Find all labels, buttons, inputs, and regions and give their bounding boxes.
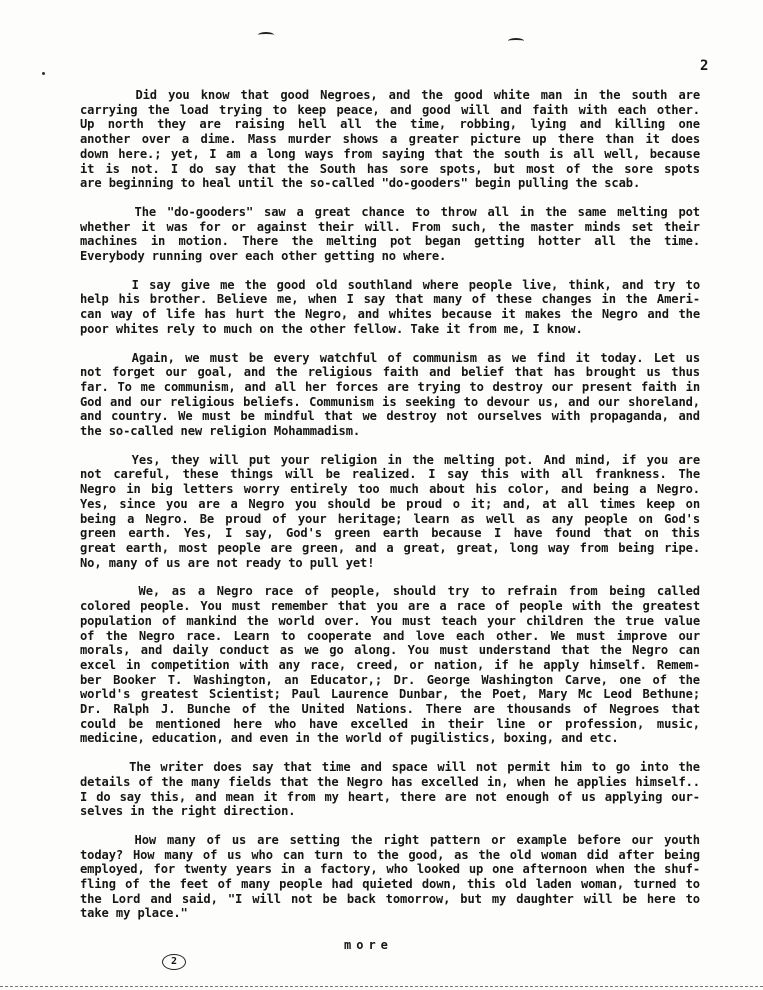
text-line: We, as a Negro race of people, should try to refrain from being called — [80, 584, 700, 599]
bottom-edge-rule — [0, 986, 763, 987]
margin-speck — [42, 72, 45, 75]
text-line: another over a dime. Mass murder shows a greater picture up there than it does — [80, 132, 700, 147]
paragraph — [80, 584, 700, 746]
text-line: take my place." — [80, 906, 188, 921]
circled-page-mark: 2 — [162, 954, 186, 970]
text-line: population of mankind the world over. You must teach your children the true value — [80, 613, 700, 628]
typed-letter-body — [80, 88, 700, 935]
text-line: being a Negro. Be proud of your heritage; learn as well as any people on God's — [80, 511, 700, 526]
text-line: could be mentioned here who have excelled in their line or profession, music, — [80, 716, 700, 731]
text-line: it is not. I do say that the South has sore spots, but most of the sore spots — [80, 161, 700, 176]
text-line: Yes, they will put your religion in the melting pot. And mind, if you are — [80, 452, 700, 467]
text-line: of the Negro race. Learn to cooperate and love each other. We must improve our — [80, 628, 700, 643]
text-line: help his brother. Believe me, when I say that many of these changes in the Ameri- — [80, 292, 700, 307]
top-mark-left — [258, 32, 274, 38]
text-line: No, many of us are not ready to pull yet! — [80, 555, 375, 570]
text-line: colored people. You must remember that you are a race of people with the greatest — [80, 599, 700, 614]
text-line: Yes, since you are a Negro you should be proud o it; and, at all times keep on — [80, 496, 700, 511]
text-line: ber Booker T. Washington, an Educator,; Dr. George Washington Carve, one of the — [80, 672, 700, 687]
text-line: The writer does say that time and space will not permit him to go into the — [80, 760, 700, 775]
text-line: not forget our goal, and the religious faith and belief that has brought us thus — [80, 365, 700, 380]
text-line: I do say this, and mean it from my heart, there are not enough of us applying our- — [80, 789, 700, 804]
text-line: carrying the load trying to keep peace, and good will and faith with each other. — [80, 102, 700, 117]
text-line: fling of the feet of many people had quieted down, this old laden woman, turned to — [80, 877, 700, 892]
paragraph — [80, 278, 700, 337]
paragraph — [80, 205, 700, 264]
paragraph — [80, 453, 700, 571]
paragraph — [80, 760, 700, 819]
text-line: can way of life has hurt the Negro, and whites because it makes the Negro and the — [80, 307, 700, 322]
text-line: details of the many fields that the Negro has excelled in, when he applies himself.. — [80, 774, 700, 789]
paragraph — [80, 833, 700, 921]
text-line: green earth. Yes, I say, God's green earth because I have found that on this — [80, 526, 700, 541]
text-line: Everybody running over each other getting no where. — [80, 249, 447, 264]
text-line: today? How many of us who can turn to the good, as the old woman did after being — [80, 847, 700, 862]
text-line: the so-called new religion Mohammadism. — [80, 424, 361, 439]
text-line: are beginning to heal until the so-called "do-gooders" begin pulling the scab. — [80, 176, 641, 191]
text-line: medicine, education, and even in the world of pugilistics, boxing, and etc. — [80, 731, 619, 746]
page-number: 2 — [700, 58, 709, 74]
text-line: selves in the right direction. — [80, 804, 296, 819]
text-line: world's greatest Scientist; Paul Laurence Dunbar, the Poet, Mary Mc Leod Bethune; — [80, 687, 700, 702]
text-line: Dr. Ralph J. Bunche of the United Nations. There are thousands of Negroes that — [80, 702, 700, 717]
text-line: The "do-gooders" saw a great chance to throw all in the same melting pot — [80, 204, 700, 219]
text-line: poor whites rely to much on the other fellow. Take it from me, I know. — [80, 321, 583, 336]
text-line: How many of us are setting the right pattern or example before our youth — [80, 832, 700, 847]
text-line: I say give me the good old southland where people live, think, and try to — [80, 277, 700, 292]
text-line: great earth, most people are green, and a great, great, long way from being ripe. — [80, 540, 700, 555]
text-line: employed, for twenty years in a factory, who looked up one afternoon when the shuf- — [80, 862, 700, 877]
text-line: morals, and daily conduct as we go along. You must understand that the Negro can — [80, 643, 700, 658]
paragraph — [80, 351, 700, 439]
text-line: whether it was for or against their will. From such, the master minds set their — [80, 219, 700, 234]
text-line: not careful, these things will be realized. I say this with all frankness. The — [80, 467, 700, 482]
text-line: down here.; yet, I am a long ways from saying that the south is all well, because — [80, 146, 700, 161]
text-line: far. To me communism, and all her forces are trying to destroy our present faith in — [80, 379, 700, 394]
more-continuation: more — [344, 938, 393, 952]
text-line: excel in competition with any race, creed, or nation, if he apply himself. Remem- — [80, 657, 700, 672]
top-mark-right — [508, 38, 524, 44]
text-line: and country. We must be mindful that we destroy not ourselves with propaganda, and — [80, 409, 700, 424]
text-line: machines in motion. There the melting pot began getting hotter all the time. — [80, 234, 700, 249]
text-line: Again, we must be every watchful of communism as we find it today. Let us — [80, 350, 700, 365]
text-line: God and our religious beliefs. Communism is seeking to devour us, and our shoreland, — [80, 394, 700, 409]
text-line: Negro in big letters worry entirely too much about his color, and being a Negro. — [80, 482, 700, 497]
text-line: Up north they are raising hell all the time, robbing, lying and killing one — [80, 117, 700, 132]
paragraph — [80, 88, 700, 191]
text-line: Did you know that good Negroes, and the good white man in the south are — [80, 88, 700, 102]
text-line: the Lord and said, "I will not be back tomorrow, but my daughter will be here to — [80, 891, 700, 906]
